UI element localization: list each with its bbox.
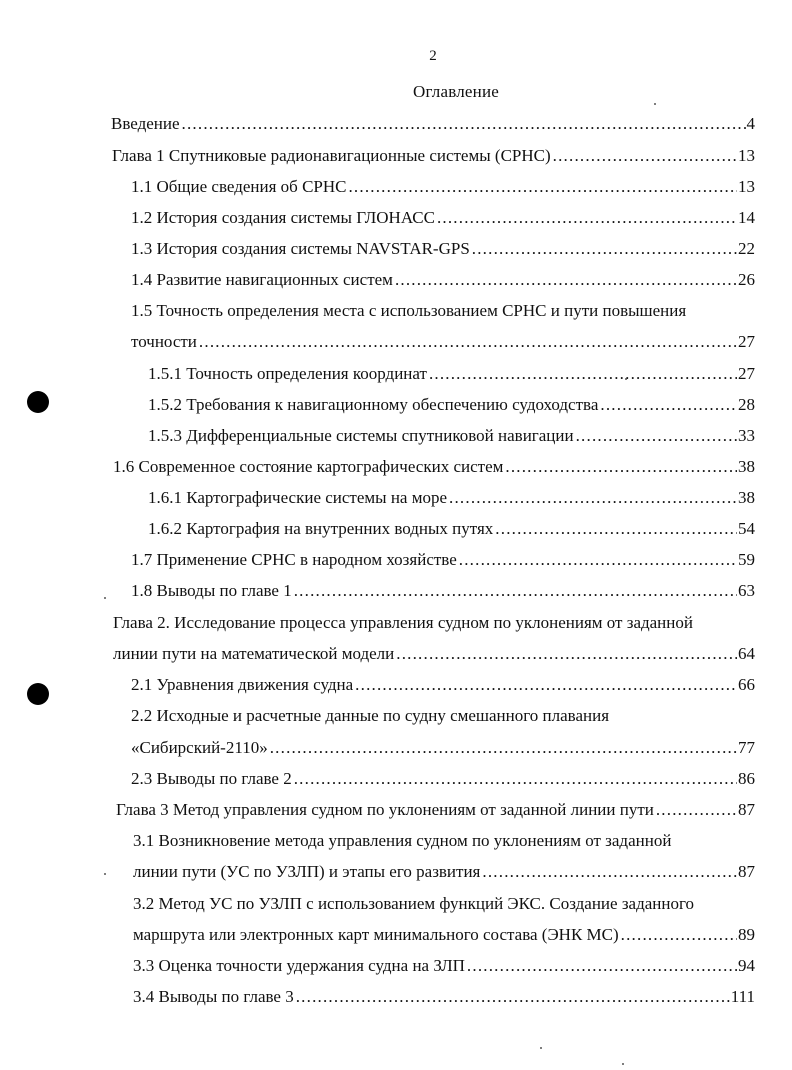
leader-dots <box>621 924 737 946</box>
toc-entry-text: Глава 1 Спутниковые радионавигационные системы (СРНС) <box>112 146 551 165</box>
leader-dots <box>296 986 730 1008</box>
toc-entry[interactable] <box>113 456 755 478</box>
punch-hole-mark <box>27 683 49 705</box>
scan-speck <box>622 1063 624 1065</box>
toc-entry[interactable] <box>148 487 755 509</box>
toc-entry-page: 59 <box>738 550 755 569</box>
toc-entry[interactable] <box>131 269 755 291</box>
toc-entry-text-line1: 3.2 Метод УС по УЗЛП с использованием функций ЭКС. Создание заданного <box>133 894 695 913</box>
leader-dots <box>600 394 737 416</box>
toc-entry-page: 26 <box>738 270 755 289</box>
toc-entry-text: 1.6.1 Картографические системы на море <box>148 488 448 507</box>
toc-entry-text: Введение <box>111 114 180 133</box>
toc-entry-page: 87 <box>738 800 755 819</box>
toc-entry-text: 1.1 Общие сведения об СРНС <box>131 177 347 196</box>
toc-title: Оглавление <box>413 82 499 101</box>
leader-dots <box>395 269 737 291</box>
toc-entry-text: 1.6.2 Картография на внутренних водных путях <box>148 519 494 538</box>
leader-dots <box>459 549 737 571</box>
toc-entry[interactable] <box>111 113 755 135</box>
leader-dots <box>656 799 737 821</box>
toc-entry[interactable] <box>133 955 755 977</box>
toc-entry[interactable] <box>131 580 755 602</box>
toc-entry-text-line1: 3.1 Возникновение метода управления судном по уклонениям от заданной <box>133 831 672 850</box>
leader-dots <box>294 580 737 602</box>
toc-entry-text: 3.4 Выводы по главе 3 <box>133 987 294 1006</box>
toc-entry-page: 4 <box>746 114 755 133</box>
toc-entry[interactable] <box>131 207 755 229</box>
toc-entry-text: 1.3 История создания системы NAVSTAR-GPS <box>131 239 470 258</box>
leader-dots <box>294 768 737 790</box>
toc-entry[interactable] <box>131 674 755 696</box>
toc-entry-page: 27 <box>738 364 755 383</box>
toc-entry[interactable] <box>133 924 755 946</box>
toc-entry-text-line1: 2.2 Исходные и расчетные данные по судну смешанного плавания <box>131 706 610 725</box>
toc-entry-text-line1: Глава 2. Исследование процесса управления судном по уклонениям от заданной <box>113 613 693 632</box>
toc-entry-text: 1.4 Развитие навигационных систем <box>131 270 393 289</box>
toc-entry-page: 33 <box>738 426 755 445</box>
toc-entry-page: 13 <box>738 177 755 196</box>
toc-entry-page: 111 <box>730 987 755 1006</box>
leader-dots <box>553 145 737 167</box>
toc-entry[interactable] <box>133 986 755 1008</box>
leader-dots <box>576 425 737 447</box>
leader-dots <box>505 456 737 478</box>
scan-speck <box>654 103 656 105</box>
toc-entry[interactable] <box>131 331 755 353</box>
punch-hole-mark <box>27 391 49 413</box>
toc-entry[interactable] <box>148 363 755 385</box>
toc-entry[interactable] <box>148 518 755 540</box>
toc-entry-text: маршрута или электронных карт минимального состава (ЭНК МС) <box>133 925 619 944</box>
toc-entry-page: 38 <box>738 488 755 507</box>
toc-entry[interactable] <box>116 799 755 821</box>
toc-entry[interactable] <box>148 425 755 447</box>
leader-dots <box>449 487 737 509</box>
toc-entry-page: 54 <box>738 519 755 538</box>
toc-entry-page: 64 <box>738 644 755 663</box>
leader-dots <box>355 674 737 696</box>
leader-dots <box>467 955 737 977</box>
toc-entry-text: 1.7 Применение СРНС в народном хозяйстве <box>131 550 457 569</box>
toc-entry-text: 1.2 История создания системы ГЛОНАСС <box>131 208 435 227</box>
toc-entry-page: 27 <box>738 332 755 351</box>
toc-entry-text: 3.3 Оценка точности удержания судна на ЗЛП <box>133 956 465 975</box>
toc-entry[interactable] <box>131 549 755 571</box>
toc-entry-page: 94 <box>738 956 755 975</box>
leader-dots <box>396 643 737 665</box>
toc-entry-page: 66 <box>738 675 755 694</box>
toc-entry-page: 86 <box>738 769 755 788</box>
toc-entry-text: Глава 3 Метод управления судном по уклонениям от заданной линии пути <box>116 800 654 819</box>
leader-dots <box>495 518 737 540</box>
toc-entry-text: 1.5.3 Дифференциальные системы спутниковой навигации <box>148 426 574 445</box>
toc-entry-text-line1: 1.5 Точность определения места с использованием СРНС и пути повышения <box>131 301 687 320</box>
scan-speck <box>625 378 627 380</box>
scan-speck <box>104 873 106 875</box>
toc-entry-page: 63 <box>738 581 755 600</box>
toc-entry-page: 38 <box>738 457 755 476</box>
toc-entry-text: 1.5.2 Требования к навигационному обеспечению судоходства <box>148 395 599 414</box>
leader-dots <box>270 737 737 759</box>
toc-entry-page: 22 <box>738 239 755 258</box>
toc-entry-page: 14 <box>738 208 755 227</box>
scan-speck <box>540 1047 542 1049</box>
leader-dots <box>348 176 737 198</box>
toc-entry[interactable] <box>131 238 755 260</box>
toc-entry[interactable] <box>133 861 755 883</box>
toc-entry-text: 1.8 Выводы по главе 1 <box>131 581 292 600</box>
toc-entry-text: 1.6 Современное состояние картографических систем <box>113 457 504 476</box>
toc-entry-text: 1.5.1 Точность определения координат <box>148 364 427 383</box>
leader-dots <box>429 363 737 385</box>
leader-dots <box>182 113 746 135</box>
toc-entry[interactable] <box>113 643 755 665</box>
toc-entry[interactable] <box>131 768 755 790</box>
toc-entry-text: точности <box>131 332 197 351</box>
toc-entry-page: 89 <box>738 925 755 944</box>
toc-entry-text: линии пути (УС по УЗЛП) и этапы его развития <box>133 862 481 881</box>
toc-entry[interactable] <box>131 176 755 198</box>
toc-entry[interactable] <box>112 145 755 167</box>
toc-entry-text: «Сибирский-2110» <box>131 738 268 757</box>
leader-dots <box>199 331 737 353</box>
leader-dots <box>472 238 737 260</box>
toc-entry-text: 2.1 Уравнения движения судна <box>131 675 354 694</box>
toc-entry[interactable] <box>148 394 755 416</box>
toc-entry-page: 28 <box>738 395 755 414</box>
toc-entry-text: 2.3 Выводы по главе 2 <box>131 769 292 788</box>
scan-speck <box>104 597 106 599</box>
toc-entry-page: 13 <box>738 146 755 165</box>
toc-entry-page: 87 <box>738 862 755 881</box>
leader-dots <box>482 861 737 883</box>
toc-entry-text: линии пути на математической модели <box>113 644 395 663</box>
page-number: 2 <box>429 48 437 64</box>
toc-entry[interactable] <box>131 737 755 759</box>
toc-entry-page: 77 <box>738 738 755 757</box>
leader-dots <box>437 207 737 229</box>
